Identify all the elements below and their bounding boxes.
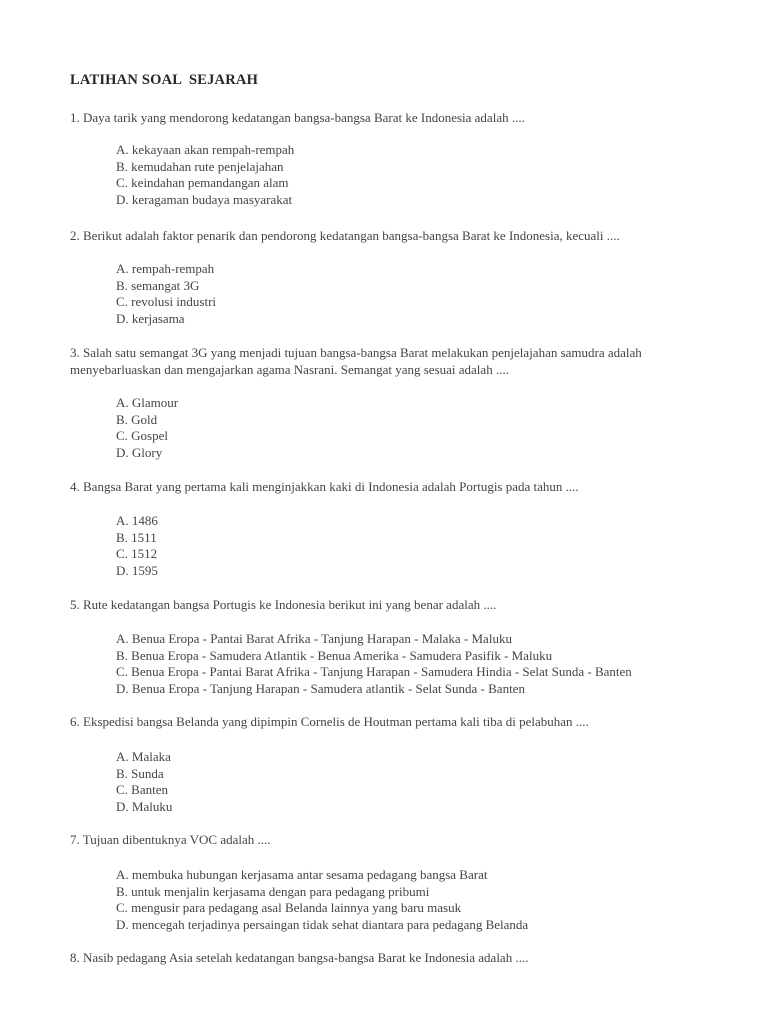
- option-b: B. semangat 3G: [116, 277, 200, 293]
- question-7: 7. Tujuan dibentuknya VOC adalah ....: [70, 832, 271, 847]
- question-4: 4. Bangsa Barat yang pertama kali menginjakkan kaki di Indonesia adalah Portugis pada tahun ....: [70, 479, 579, 494]
- question-5: 5. Rute kedatangan bangsa Portugis ke Indonesia berikut ini yang benar adalah ....: [70, 597, 497, 612]
- option-d: D. 1595: [116, 562, 158, 578]
- option-b: B. untuk menjalin kerjasama dengan para pedagang pribumi: [116, 883, 430, 899]
- question-6: 6. Ekspedisi bangsa Belanda yang dipimpin Cornelis de Houtman pertama kali tiba di pelabuhan ....: [70, 714, 589, 729]
- option-a: A. Glamour: [116, 395, 179, 410]
- option-d: D. Maluku: [116, 798, 173, 814]
- option-c: C. keindahan pemandangan alam: [116, 175, 289, 191]
- option-a: A. rempah-rempah: [116, 261, 215, 276]
- option-c: C. revolusi industri: [116, 294, 217, 310]
- question-1: 1. Daya tarik yang mendorong kedatangan bangsa-bangsa Barat ke Indonesia adalah ....: [70, 110, 525, 125]
- question-7-options: [116, 867, 528, 933]
- option-b: B. 1511: [116, 529, 157, 545]
- question-3-options: [116, 395, 178, 461]
- option-c: C. Gospel: [116, 428, 168, 444]
- option-a: A. Malaka: [116, 749, 171, 764]
- option-b: B. Gold: [116, 411, 158, 427]
- option-b: B. kemudahan rute penjelajahan: [116, 158, 284, 174]
- option-c: C. Benua Eropa - Pantai Barat Afrika - Tanjung Harapan - Samudera Hindia - Selat Sunda - Banten: [116, 664, 632, 680]
- option-d: D. Glory: [116, 444, 163, 460]
- option-a: A. membuka hubungan kerjasama antar sesama pedagang bangsa Barat: [116, 867, 488, 882]
- option-b: B. Sunda: [116, 765, 164, 781]
- question-3: 3. Salah satu semangat 3G yang menjadi tujuan bangsa-bangsa Barat melakukan penjelajahan samudra adalah menyebarluaskan dan mengajarkan agama Nasrani. Semangat yang sesuai adalah ....: [70, 345, 642, 377]
- question-2-options: [116, 261, 216, 327]
- option-c: C. Banten: [116, 782, 168, 798]
- option-d: D. Benua Eropa - Tanjung Harapan - Samudera atlantik - Selat Sunda - Banten: [116, 680, 525, 696]
- option-d: D. mencegah terjadinya persaingan tidak sehat diantara para pedagang Belanda: [116, 916, 529, 932]
- question-8: 8. Nasib pedagang Asia setelah kedatangan bangsa-bangsa Barat ke Indonesia adalah ....: [70, 950, 529, 965]
- option-b: B. Benua Eropa - Samudera Atlantik - Benua Amerika - Samudera Pasifik - Maluku: [116, 647, 553, 663]
- option-c: C. mengusir para pedagang asal Belanda lainnya yang baru masuk: [116, 900, 462, 916]
- question-5-options: [116, 631, 632, 697]
- question-1-options: [116, 142, 294, 208]
- document-title: LATIHAN SOAL SEJARAH: [70, 72, 259, 88]
- option-d: D. keragaman budaya masyarakat: [116, 191, 293, 207]
- question-6-options: [116, 749, 172, 815]
- option-a: A. 1486: [116, 513, 158, 528]
- question-4-options: [116, 513, 158, 579]
- option-d: D. kerjasama: [116, 310, 185, 326]
- question-2: 2. Berikut adalah faktor penarik dan pendorong kedatangan bangsa-bangsa Barat ke Indonesia, kecuali ....: [70, 228, 620, 243]
- option-c: C. 1512: [116, 546, 158, 562]
- option-a: A. Benua Eropa - Pantai Barat Afrika - Tanjung Harapan - Malaka - Maluku: [116, 631, 512, 646]
- option-a: A. kekayaan akan rempah-rempah: [116, 142, 295, 157]
